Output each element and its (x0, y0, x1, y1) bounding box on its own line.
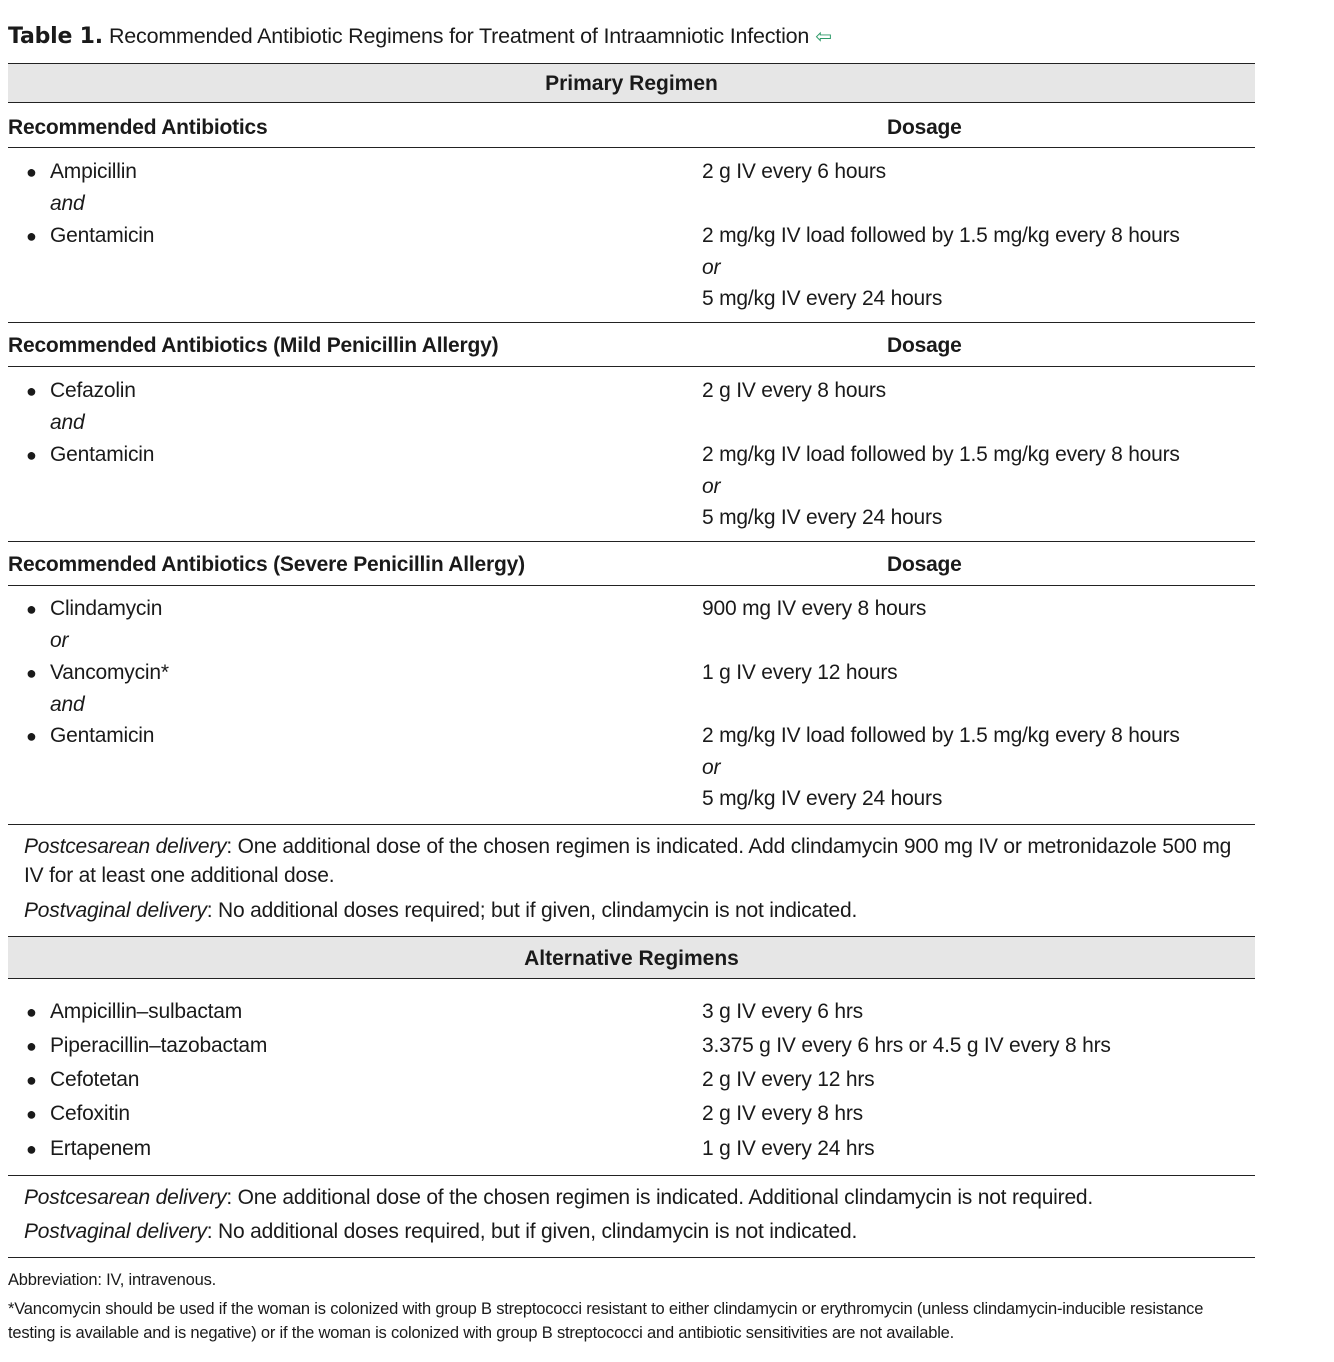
note-postvaginal (24, 896, 1249, 925)
dose-value: 2 g IV every 8 hours (702, 379, 886, 402)
drug-name: Gentamicin (50, 224, 155, 247)
dose-connector: or (702, 756, 721, 779)
dose-connector: or (702, 475, 721, 498)
bullet-icon: ● (26, 226, 37, 246)
alt-drug-name: Cefoxitin (50, 1102, 130, 1125)
dose-value: 2 g IV every 6 hours (702, 160, 886, 183)
divider (8, 102, 1255, 103)
drug-connector: and (50, 411, 85, 434)
section-header: Recommended Antibiotics (Severe Penicillin Allergy) (8, 553, 525, 576)
drug-name: Cefazolin (50, 379, 136, 402)
divider (8, 541, 1255, 542)
dose-value: 2 mg/kg IV load followed by 1.5 mg/kg every 8 hours (702, 443, 1180, 466)
table-caption (8, 24, 832, 49)
table-title: Recommended Antibiotic Regimens for Treatment of Intraamniotic Infection (108, 24, 810, 48)
bullet-icon: ● (26, 381, 37, 401)
bullet-icon: ● (26, 1104, 37, 1124)
dose-value: 5 mg/kg IV every 24 hours (702, 287, 943, 310)
note-text: : One additional dose of the chosen regimen is indicated. Additional clindamycin is not required. (226, 1186, 1094, 1209)
drug-name: Ampicillin (50, 160, 137, 183)
bullet-icon: ● (26, 162, 37, 182)
dosage-header: Dosage (887, 553, 962, 576)
band-alternative-regimens: Alternative Regimens (8, 937, 1255, 978)
divider (8, 1175, 1255, 1176)
alt-dose-value: 3 g IV every 6 hrs (702, 1000, 863, 1023)
band-primary-regimen: Primary Regimen (8, 64, 1255, 102)
section-header: Recommended Antibiotics (Mild Penicillin Allergy) (8, 334, 499, 357)
back-arrow-icon[interactable]: ⇦ (815, 26, 832, 48)
note-label: Postvaginal delivery (24, 1220, 207, 1243)
bullet-icon: ● (26, 1002, 37, 1022)
drug-connector: or (50, 629, 69, 652)
drug-connector: and (50, 192, 85, 215)
divider (8, 366, 1255, 367)
divider (8, 147, 1255, 148)
note-text: : One additional dose of the chosen regimen is indicated. Add clindamycin 900 mg IV or metronidazole 500 mg IV for at least one additional dose. (24, 835, 1232, 887)
dosage-header: Dosage (887, 116, 962, 139)
divider (8, 322, 1255, 323)
alt-drug-name: Ampicillin–sulbactam (50, 1000, 243, 1023)
note-label: Postcesarean delivery (24, 835, 227, 858)
dose-value: 900 mg IV every 8 hours (702, 597, 927, 620)
dose-value: 2 mg/kg IV load followed by 1.5 mg/kg every 8 hours (702, 724, 1180, 747)
dose-connector: or (702, 256, 721, 279)
alt-dose-value: 3.375 g IV every 6 hrs or 4.5 g IV every 8 hrs (702, 1034, 1111, 1057)
dose-value: 5 mg/kg IV every 24 hours (702, 506, 943, 529)
alt-dose-value: 1 g IV every 24 hrs (702, 1137, 875, 1160)
footnote-vancomycin: *Vancomycin should be used if the woman is colonized with group B streptococci resistant to either clindamycin or erythromycin (unless clindamycin-inducible resistance testing is available and is negative) or if the woman is colonized with group B streptococci and antibiotic sensitivities are not available. (8, 1300, 1204, 1342)
note-label: Postvaginal delivery (24, 899, 207, 922)
bullet-icon: ● (26, 445, 37, 465)
alt-drug-name: Cefotetan (50, 1068, 140, 1091)
bullet-icon: ● (26, 599, 37, 619)
dose-value: 5 mg/kg IV every 24 hours (702, 787, 943, 810)
note-text: : No additional doses required; but if given, clindamycin is not indicated. (206, 899, 858, 922)
alt-drug-name: Piperacillin–tazobactam (50, 1034, 268, 1057)
section-header: Recommended Antibiotics (8, 116, 268, 139)
table-label: Table 1. (8, 24, 103, 49)
dose-value: 1 g IV every 12 hours (702, 661, 898, 684)
bullet-icon: ● (26, 1036, 37, 1056)
note-text: : No additional doses required, but if given, clindamycin is not indicated. (206, 1220, 858, 1243)
alt-dose-value: 2 g IV every 8 hrs (702, 1102, 863, 1125)
drug-name: Gentamicin (50, 443, 155, 466)
bullet-icon: ● (26, 1070, 37, 1090)
divider (8, 585, 1255, 586)
note-postcesarean (24, 832, 1249, 890)
bullet-icon: ● (26, 1139, 37, 1159)
dosage-header: Dosage (887, 334, 962, 357)
drug-name: Vancomycin* (50, 661, 169, 684)
drug-name: Clindamycin (50, 597, 163, 620)
bullet-icon: ● (26, 663, 37, 683)
note-postcesarean (24, 1183, 1249, 1212)
note-label: Postcesarean delivery (24, 1186, 227, 1209)
alt-drug-name: Ertapenem (50, 1137, 151, 1160)
divider (8, 978, 1255, 979)
divider (8, 824, 1255, 825)
drug-name: Gentamicin (50, 724, 155, 747)
dose-value: 2 mg/kg IV load followed by 1.5 mg/kg every 8 hours (702, 224, 1180, 247)
divider (8, 1257, 1255, 1258)
alt-dose-value: 2 g IV every 12 hrs (702, 1068, 875, 1091)
drug-connector: and (50, 693, 85, 716)
bullet-icon: ● (26, 726, 37, 746)
footnote-abbreviation: Abbreviation: IV, intravenous. (8, 1271, 217, 1289)
note-postvaginal (24, 1217, 1249, 1246)
